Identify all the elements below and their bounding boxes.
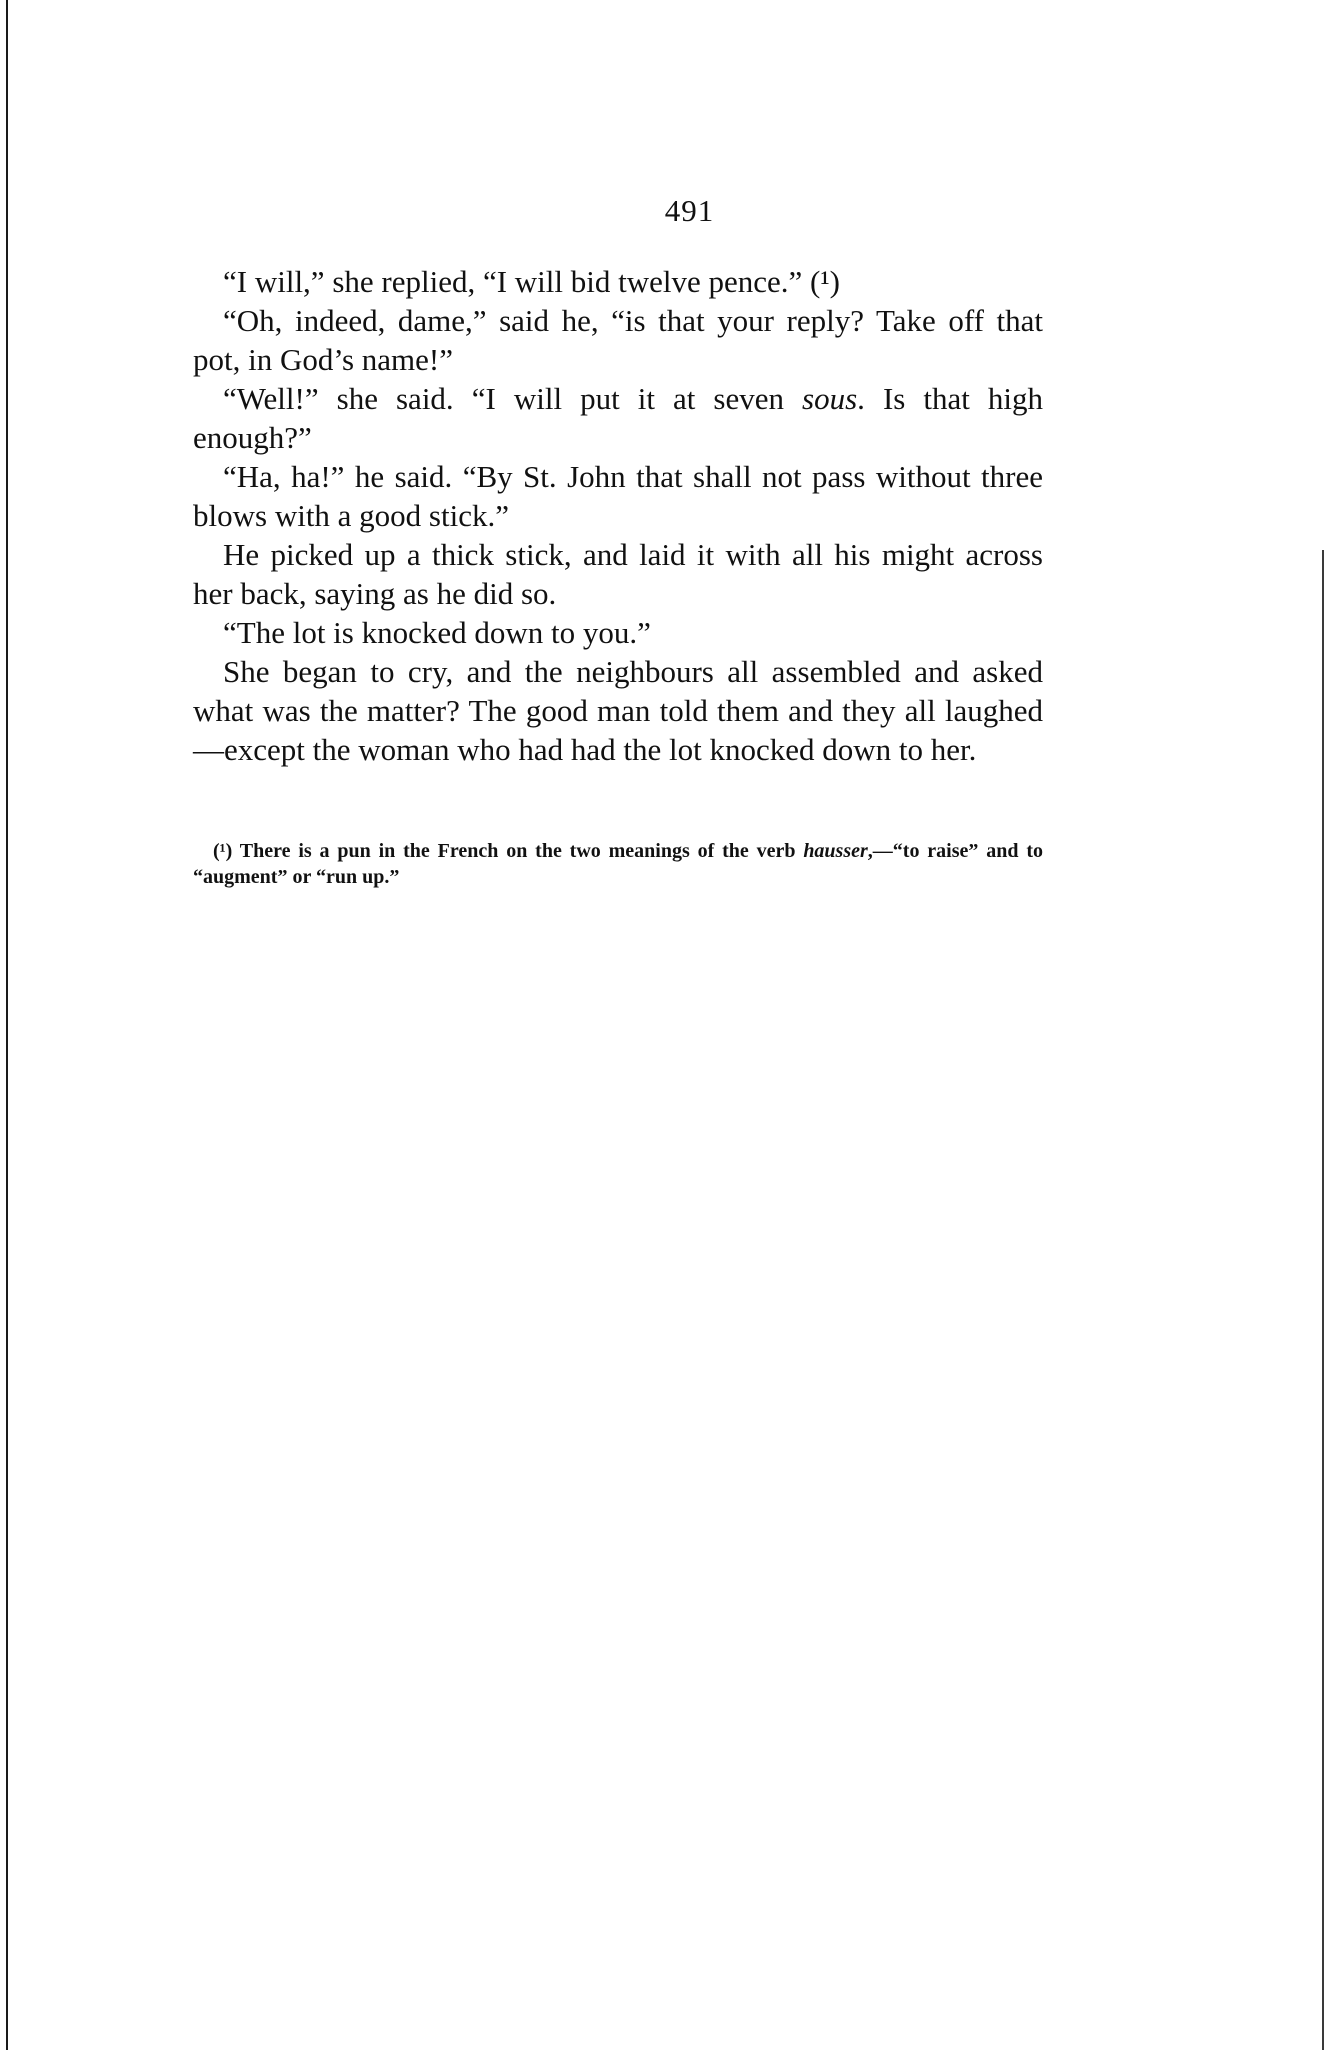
footnote-text-b: ,—“to raise” and to “augment” or “run up.” bbox=[193, 840, 1043, 888]
paragraph-2: “Oh, indeed, dame,” said he, “is that your reply? Take off that pot, in God’s name!” bbox=[193, 303, 1043, 377]
paragraph-1: “I will,” she replied, “I will bid twelve pence.” (¹) bbox=[223, 264, 840, 299]
page-number: 491 bbox=[664, 193, 715, 228]
footnote bbox=[193, 838, 1043, 890]
footnote-text bbox=[193, 838, 1043, 890]
page-edge-left bbox=[6, 0, 8, 2050]
paragraph-3-italic-word: sous bbox=[802, 381, 858, 416]
paragraph-3-text-a: “Well!” she said. “I will put it at seven bbox=[223, 381, 803, 416]
paragraph-3-text-b: . Is that high enough?” bbox=[193, 381, 1043, 455]
page-edge-right bbox=[1322, 550, 1324, 2050]
footnote-text-a: (¹) There is a pun in the French on the two meanings of the verb bbox=[213, 840, 804, 862]
body-text bbox=[193, 262, 1043, 769]
footnote-italic-word: hausser bbox=[803, 840, 868, 862]
paragraph-6: “The lot is knocked down to you.” bbox=[223, 615, 651, 650]
paragraph-4: “Ha, ha!” he said. “By St. John that shall not pass without three blows with a good stick.” bbox=[193, 459, 1043, 533]
paragraph-7: She began to cry, and the neighbours all assembled and asked what was the matter? The good man told them and they all laughed—except the woman who had had the lot knocked down to her. bbox=[193, 654, 1043, 767]
paragraph-5: He picked up a thick stick, and laid it with all his might across her back, saying as he did so. bbox=[193, 537, 1043, 611]
paragraph-3 bbox=[193, 379, 1043, 457]
